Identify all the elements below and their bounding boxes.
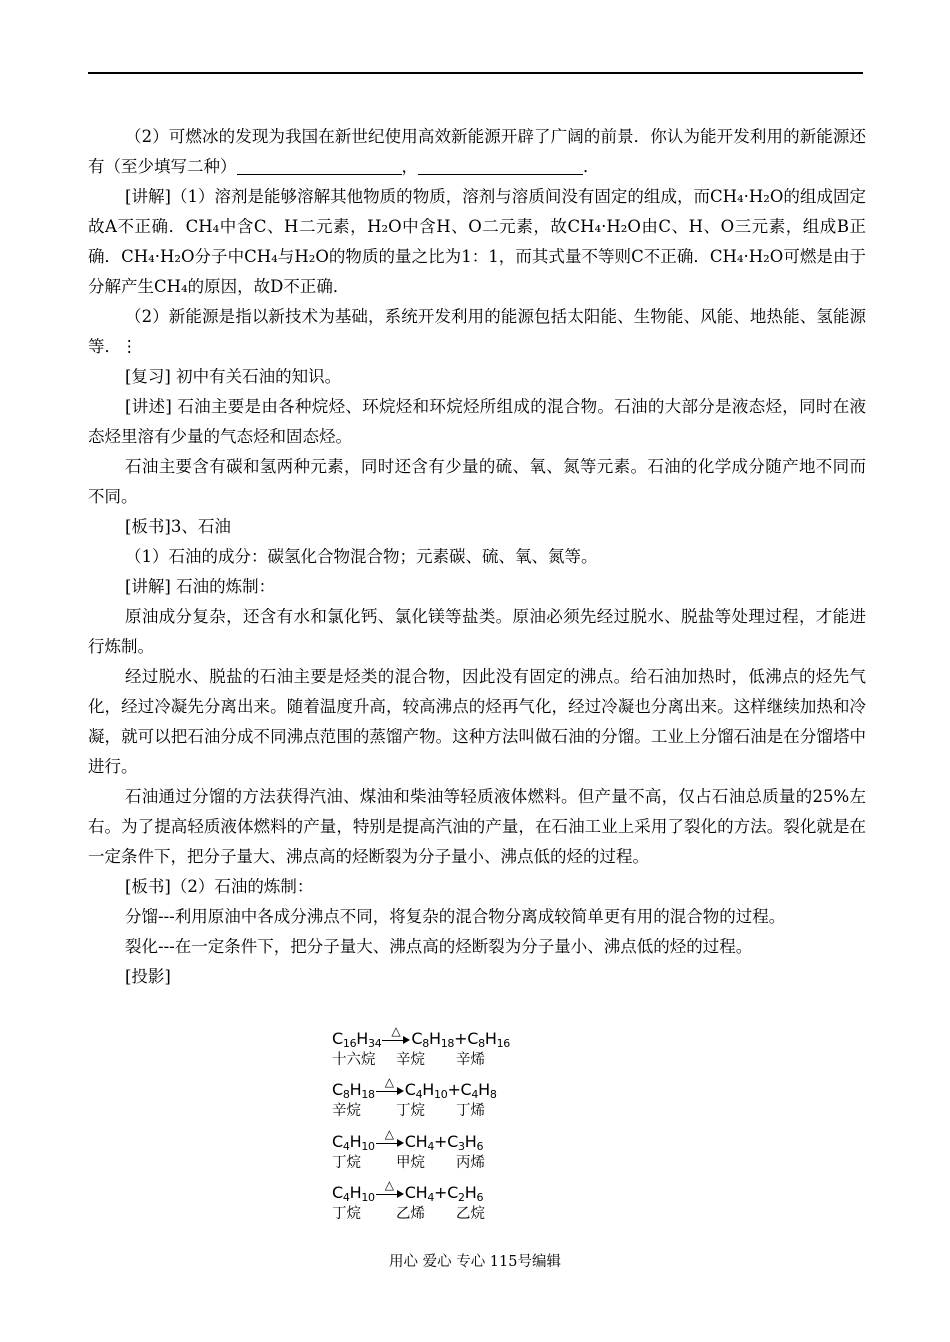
paragraph-new-energy-question: （2）可燃冰的发现为我国在新世纪使用高效新能源开辟了广阔的前景．你认为能开发利用的新能源还有（至少填写二种） ， ． <box>88 127 866 176</box>
answer-blank-1[interactable] <box>237 173 402 175</box>
paragraph-composition: （1）石油的成分：碳氢化合物混合物；元素碳、硫、氧、氮等。 <box>125 547 598 566</box>
reactant-formula: $C_{16}H_{34}$ <box>332 1029 382 1050</box>
compound-name: 辛烯 <box>456 1052 485 1068</box>
product-formula: $C_4H_{10}$ <box>404 1080 448 1101</box>
compound-name: 辛烷 <box>332 1103 361 1119</box>
paragraph-explanation-1: [讲解]（1）溶剂是能够溶解其他物质的物质，溶剂与溶质间没有固定的组成，而CH₄·H₂O的组成固定故A不正确．CH₄中含C、H二元素，H₂O中含H、O二元素，故CH₄·H₂O由C、H、O三元素，组成B正确．CH₄·H₂O分子中CH₄与H₂O的物质的量之比为1：1，而其式量不等则C不正确．CH₄·H₂O可燃是由于分解产生CH₄的原因，故D不正确． <box>88 187 866 296</box>
paragraph-fractionation-def: 分馏---利用原油中各成分沸点不同，将复杂的混合物分离成较简单更有用的混合物的过程。 <box>125 907 786 926</box>
heat-condition: △ <box>384 1178 394 1192</box>
answer-blank-2[interactable] <box>418 173 583 175</box>
paragraph-cracking: 石油通过分馏的方法获得汽油、煤油和柴油等轻质液体燃料。但产量不高，仅占石油总质量的25%左右。为了提高轻质液体燃料的产量，特别是提高汽油的产量，在石油工业上采用了裂化的方法。裂化就是在一定条件下，把分子量大、沸点高的烃断裂为分子量小、沸点低的烃的过程。 <box>88 787 866 866</box>
compound-names <box>332 1204 552 1224</box>
compound-name: 甲烷 <box>396 1155 425 1171</box>
heat-condition: △ <box>391 1024 401 1038</box>
header-rule <box>88 72 863 74</box>
paragraph-board-heading: [板书]3、石油 <box>125 517 231 536</box>
product-formula: $C_2H_6$ <box>447 1183 484 1204</box>
reaction-1 <box>332 1024 552 1070</box>
compound-name: 丁烷 <box>396 1103 425 1119</box>
reaction-equation: $C_{16}H_{34}$ △ $C_8H_{18}+C_8H_{16}$ <box>332 1024 510 1050</box>
compound-name: 乙烯 <box>396 1206 425 1222</box>
paragraph-cracking-def: 裂化---在一定条件下，把分子量大、沸点高的烃断裂为分子量小、沸点低的烃的过程。 <box>125 937 753 956</box>
paragraph-review: [复习] 初中有关石油的知识。 <box>125 367 342 386</box>
reaction-4 <box>332 1178 552 1224</box>
paragraph-explanation-2: （2）新能源是指以新技术为基础，系统开发利用的能源包括太阳能、生物能、风能、地热能、氢能源等．⋮ <box>88 307 866 356</box>
reaction-arrow-icon <box>376 1075 404 1101</box>
reactant-formula: $C_4H_{10}$ <box>332 1183 375 1204</box>
product-formula: $CH_4$ <box>404 1132 435 1153</box>
page-footer: 用心 爱心 专心 115号编辑 <box>388 1254 561 1270</box>
compound-name: 丙烯 <box>456 1155 485 1171</box>
paragraph-refining-heading: [讲解] 石油的炼制： <box>125 577 276 596</box>
compound-name: 十六烷 <box>332 1052 376 1068</box>
reaction-equation: $C_8H_{18}$ △ $C_4H_{10}+C_4H_8$ <box>332 1075 497 1101</box>
product-formula: $C_8H_{18}$ <box>411 1029 455 1050</box>
heat-condition: △ <box>384 1075 394 1089</box>
compound-name: 辛烷 <box>396 1052 425 1068</box>
paragraph-distillation: 经过脱水、脱盐的石油主要是烃类的混合物，因此没有固定的沸点。给石油加热时，低沸点的烃先气化，经过冷凝先分离出来。随着温度升高，较高沸点的烃再气化，经过冷凝也分离出来。这样继续加热和冷凝，就可以把石油分成不同沸点范围的蒸馏产物。这种方法叫做石油的分馏。工业上分馏石油是在分馏塔中进行。 <box>88 667 866 776</box>
reactant-formula: $C_8H_{18}$ <box>332 1080 375 1101</box>
product-formula: $C_3H_6$ <box>447 1132 484 1153</box>
reaction-equation: $C_4H_{10}$ △ $CH_4+C_3H_6$ <box>332 1127 484 1153</box>
compound-names <box>332 1153 552 1173</box>
paragraph-projection: [投影] <box>125 967 171 986</box>
reaction-arrow-icon <box>376 1178 404 1204</box>
reaction-arrow-icon <box>382 1024 410 1050</box>
paragraph-narration: [讲述] 石油主要是由各种烷烃、环烷烃和环烷烃所组成的混合物。石油的大部分是液态烃，同时在液态烃里溶有少量的气态烃和固态烃。 <box>88 397 866 446</box>
compound-name: 乙烷 <box>456 1206 485 1222</box>
reaction-arrow-icon <box>376 1127 404 1153</box>
paragraph-board-refining: [板书]（2）石油的炼制： <box>125 877 314 896</box>
compound-name: 丁烷 <box>332 1155 361 1171</box>
compound-names <box>332 1101 552 1121</box>
reaction-2 <box>332 1075 552 1121</box>
document-body <box>88 122 866 992</box>
compound-names <box>332 1050 552 1070</box>
product-formula: $C_4H_8$ <box>460 1080 497 1101</box>
reactant-formula: $C_4H_{10}$ <box>332 1132 375 1153</box>
paragraph-petroleum-elements: 石油主要含有碳和氢两种元素，同时还含有少量的硫、氧、氮等元素。石油的化学成分随产地不同而不同。 <box>88 457 866 506</box>
product-formula: $C_8H_{16}$ <box>467 1029 510 1050</box>
product-formula: $CH_4$ <box>404 1183 435 1204</box>
compound-name: 丁烷 <box>332 1206 361 1222</box>
heat-condition: △ <box>384 1127 394 1141</box>
reaction-equation: $C_4H_{10}$ △ $CH_4+C_2H_6$ <box>332 1178 484 1204</box>
reaction-3 <box>332 1127 552 1173</box>
paragraph-crude-oil: 原油成分复杂，还含有水和氯化钙、氯化镁等盐类。原油必须先经过脱水、脱盐等处理过程，才能进行炼制。 <box>88 607 866 656</box>
compound-name: 丁烯 <box>456 1103 485 1119</box>
